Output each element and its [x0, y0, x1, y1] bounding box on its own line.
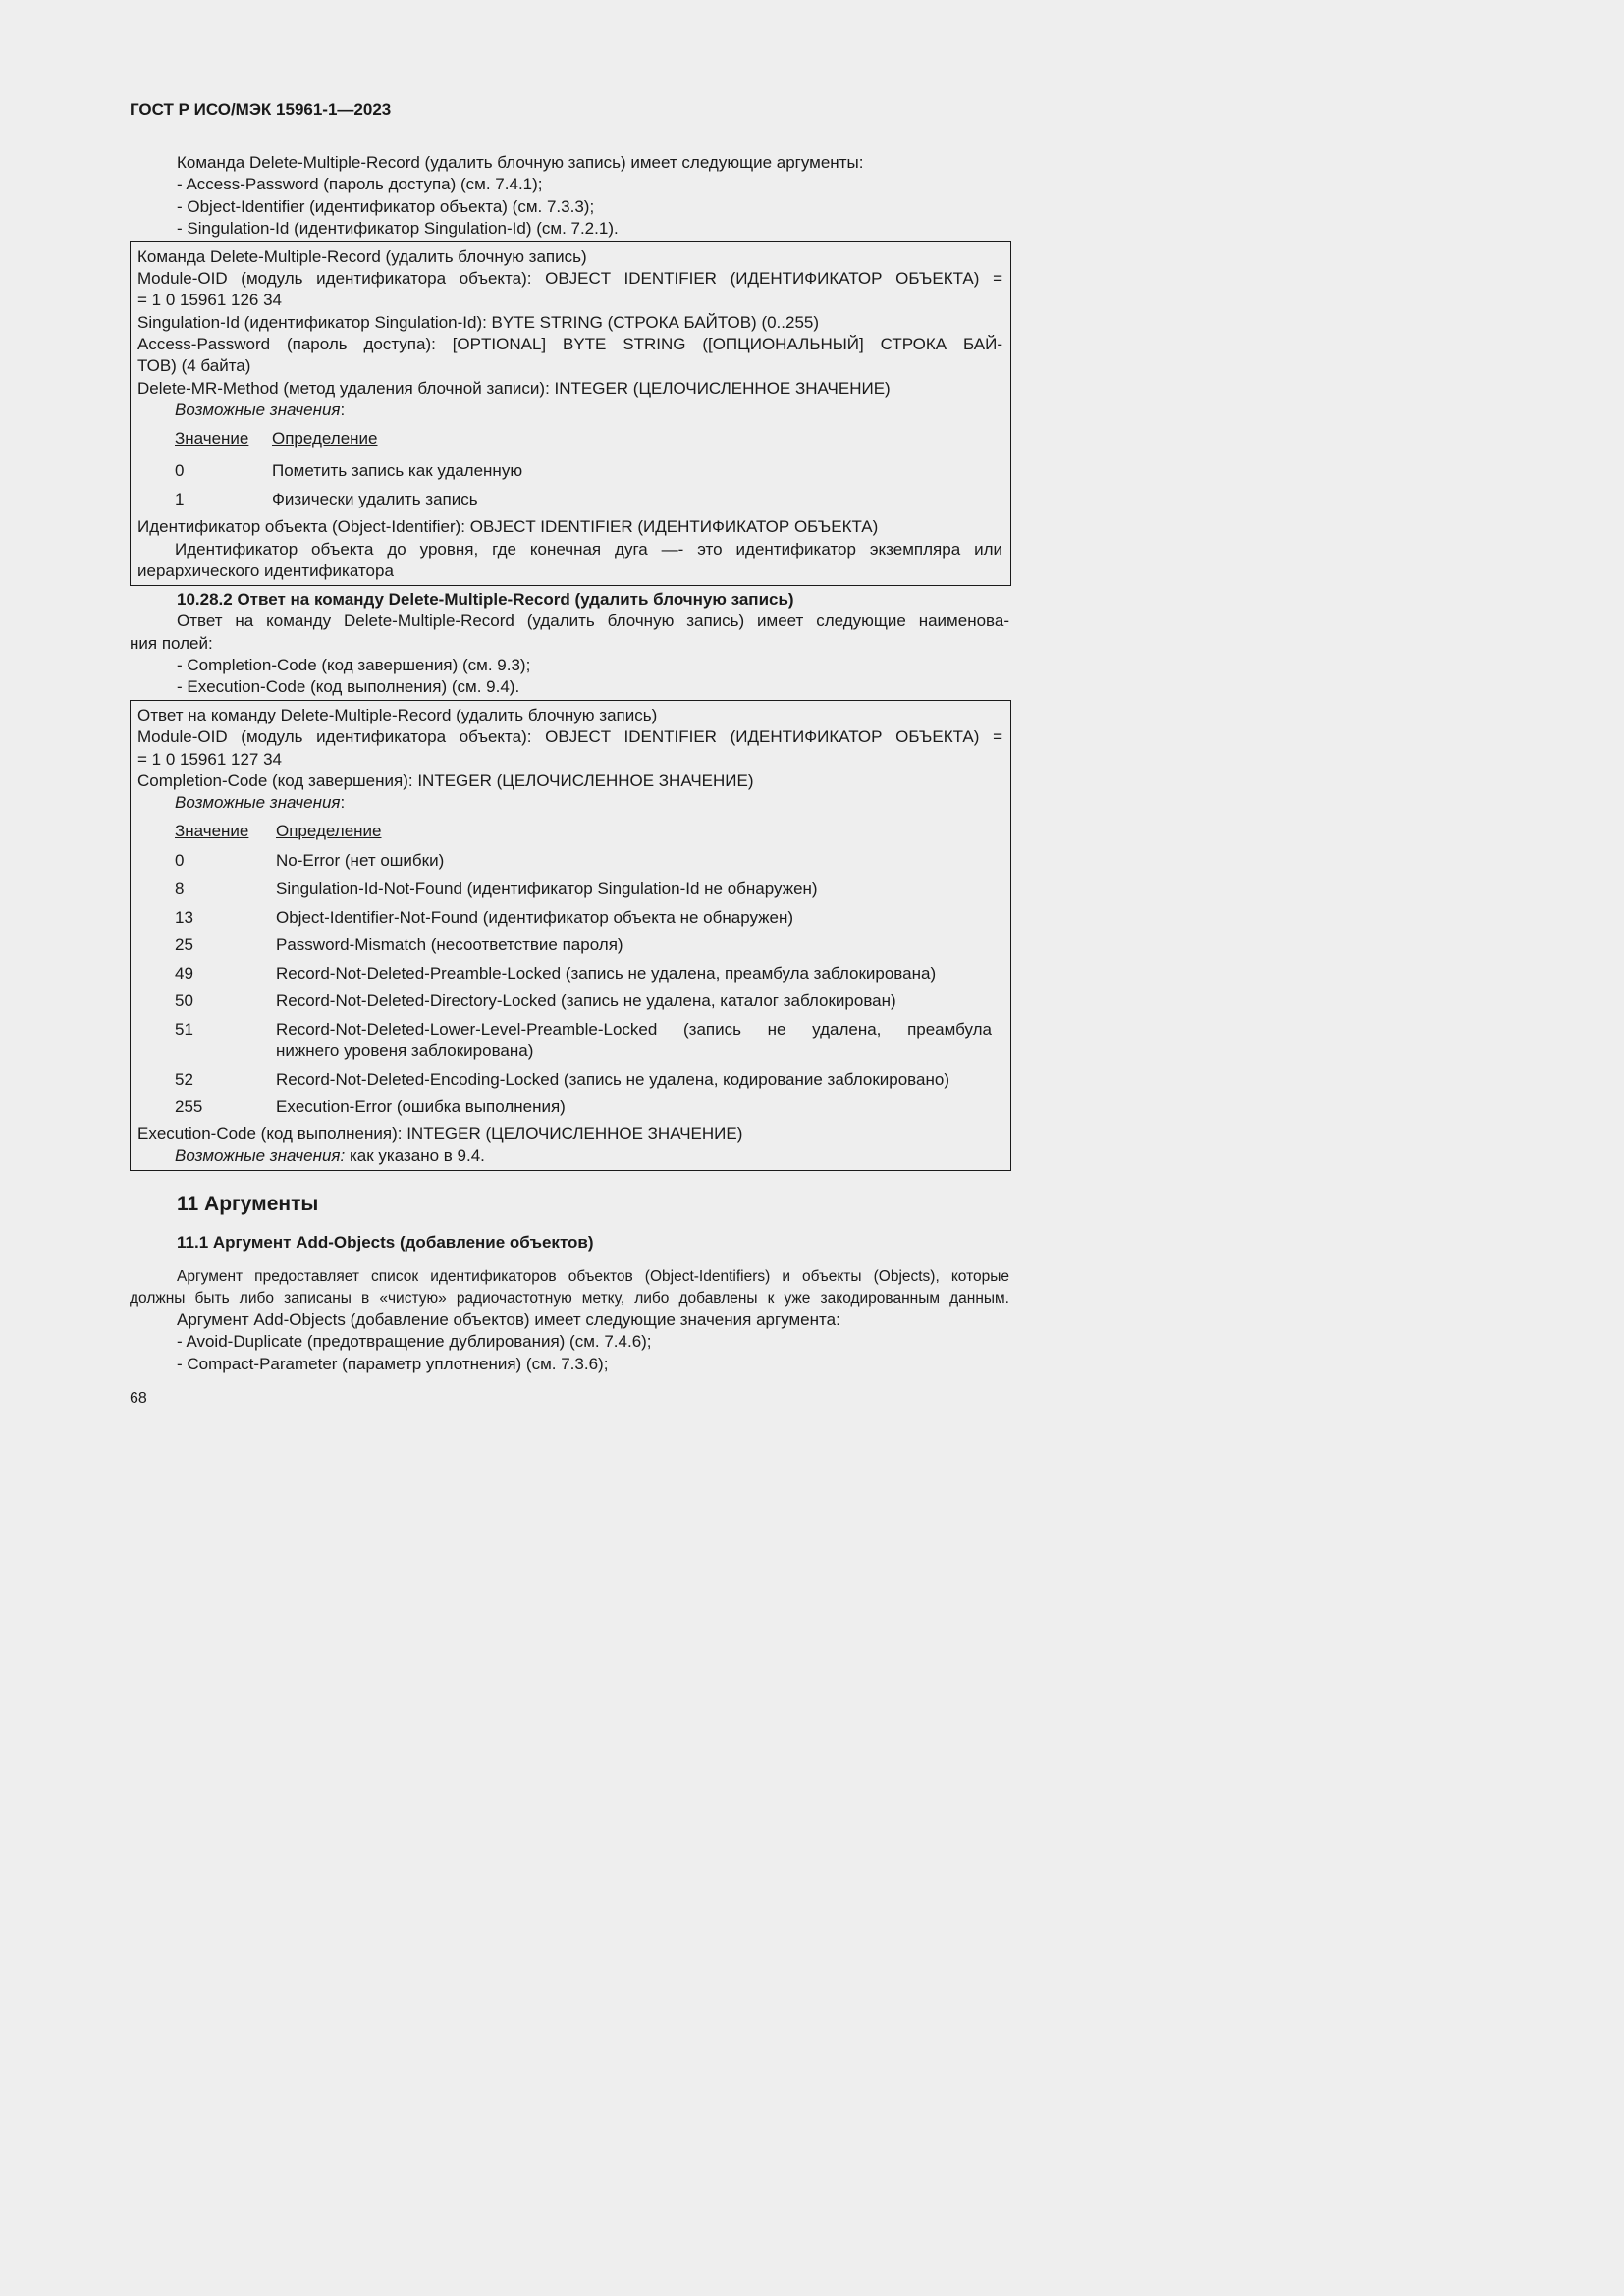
possible-values-label: Возможные значения	[175, 400, 341, 419]
box2-row-value: 255	[175, 1097, 203, 1116]
section-11-para-cont: должны быть либо записаны в «чистую» радиочастотную метку, либо добавлены к уже закодированным данным.	[130, 1290, 1009, 1307]
box2-row-value: 25	[175, 935, 193, 954]
box2-row-value: 50	[175, 991, 193, 1010]
box2-row-definition: Password-Mismatch (несоответствие пароля)	[276, 935, 623, 954]
box1-col-definition: Определение	[272, 429, 378, 448]
box1-row-definition: Пометить запись как удаленную	[272, 461, 523, 480]
box2-row-value: 13	[175, 908, 193, 927]
box1-row-value: 0	[175, 461, 185, 480]
intro-item: - Object-Identifier (идентификатор объекта) (см. 7.3.3);	[177, 197, 595, 216]
execution-values-ref: как указано в 9.4.	[345, 1147, 485, 1165]
box2-row-value: 0	[175, 851, 185, 870]
section-11-item: - Avoid-Duplicate (предотвращение дублирования) (см. 7.4.6);	[177, 1332, 652, 1351]
section-item: - Completion-Code (код завершения) (см. 9.3);	[177, 656, 531, 674]
section-lead-cont: ния полей:	[130, 634, 213, 653]
colon: :	[340, 400, 346, 419]
box2-module-oid: Module-OID (модуль идентификатора объекта): OBJECT IDENTIFIER (ИДЕНТИФИКАТОР ОБЪЕКТА) =	[137, 727, 1002, 746]
box1-col-value: Значение	[175, 429, 249, 448]
box1-title: Команда Delete-Multiple-Record (удалить блочную запись)	[137, 247, 587, 266]
box2-possible-values	[175, 792, 345, 814]
box1-delete-method: Delete-MR-Method (метод удаления блочной записи): INTEGER (ЦЕЛОЧИСЛЕННОЕ ЗНАЧЕНИЕ)	[137, 379, 891, 398]
box2-execution-possible	[175, 1146, 485, 1167]
box1-module-oid: Module-OID (модуль идентификатора объекта): OBJECT IDENTIFIER (ИДЕНТИФИКАТОР ОБЪЕКТА) =	[137, 269, 1002, 288]
section-11-para: Аргумент предоставляет список идентификаторов объектов (Object-Identifiers) и объекты (Objects), которые	[177, 1268, 1009, 1285]
intro-item: - Access-Password (пароль доступа) (см. 7.4.1);	[177, 175, 543, 193]
box2-row-value: 52	[175, 1070, 193, 1089]
box2-row-value: 8	[175, 880, 185, 898]
box1-object-identifier-desc: Идентификатор объекта до уровня, где конечная дуга —- это идентификатор экземпляра или	[175, 540, 1002, 559]
box2-module-oid-value: = 1 0 15961 127 34	[137, 750, 282, 769]
box2-row-definition: No-Error (нет ошибки)	[276, 851, 445, 870]
box2-title: Ответ на команду Delete-Multiple-Record (удалить блочную запись)	[137, 706, 658, 724]
box2-completion-code: Completion-Code (код завершения): INTEGER (ЦЕЛОЧИСЛЕННОЕ ЗНАЧЕНИЕ)	[137, 772, 754, 790]
page-number: 68	[130, 1390, 147, 1407]
intro-lead: Команда Delete-Multiple-Record (удалить блочную запись) имеет следующие аргументы:	[177, 153, 864, 172]
box2-row-definition-cont: нижнего уровеня заблокирована)	[276, 1041, 534, 1060]
box1-module-oid-value: = 1 0 15961 126 34	[137, 291, 282, 309]
section-lead: Ответ на команду Delete-Multiple-Record (удалить блочную запись) имеет следующие наименова-	[177, 612, 1009, 630]
box1-possible-values	[175, 400, 345, 421]
running-header: ГОСТ Р ИСО/МЭК 15961-1—2023	[130, 100, 392, 119]
box1-object-identifier: Идентификатор объекта (Object-Identifier): OBJECT IDENTIFIER (ИДЕНТИФИКАТОР ОБЪЕКТА)	[137, 517, 879, 536]
box2-row-value: 49	[175, 964, 193, 983]
box2-row-definition: Object-Identifier-Not-Found (идентификатор объекта не обнаружен)	[276, 908, 794, 927]
section-heading: 10.28.2 Ответ на команду Delete-Multiple-Record (удалить блочную запись)	[177, 590, 794, 609]
possible-values-label: Возможные значения	[175, 793, 341, 812]
box1-access-password-cont: ТОВ) (4 байта)	[137, 356, 251, 375]
box2-row-definition: Singulation-Id-Not-Found (идентификатор Singulation-Id не обнаружен)	[276, 880, 818, 898]
box2-execution-code: Execution-Code (код выполнения): INTEGER (ЦЕЛОЧИСЛЕННОЕ ЗНАЧЕНИЕ)	[137, 1124, 743, 1143]
section-item: - Execution-Code (код выполнения) (см. 9.4).	[177, 677, 520, 696]
box1-object-identifier-desc-cont: иерархического идентификатора	[137, 561, 394, 580]
box2-row-definition: Record-Not-Deleted-Directory-Locked (запись не удалена, каталог заблокирован)	[276, 991, 896, 1010]
box2-row-definition: Execution-Error (ошибка выполнения)	[276, 1097, 566, 1116]
box1-access-password: Access-Password (пароль доступа): [OPTIONAL] BYTE STRING ([ОПЦИОНАЛЬНЫЙ] СТРОКА БАЙ-	[137, 335, 1002, 353]
intro-item: - Singulation-Id (идентификатор Singulation-Id) (см. 7.2.1).	[177, 219, 619, 238]
box2-row-definition: Record-Not-Deleted-Lower-Level-Preamble-Locked (запись не удалена, преамбула	[276, 1020, 992, 1039]
section-11-heading: 11 Аргументы	[177, 1193, 319, 1215]
colon: :	[340, 793, 346, 812]
box2-row-value: 51	[175, 1020, 193, 1039]
box1-row-definition: Физически удалить запись	[272, 490, 478, 508]
section-11-1-heading: 11.1 Аргумент Add-Objects (добавление объектов)	[177, 1233, 594, 1252]
box2-col-definition: Определение	[276, 822, 382, 840]
possible-values-label: Возможные значения:	[175, 1147, 346, 1165]
box2-row-definition: Record-Not-Deleted-Preamble-Locked (запись не удалена, преамбула заблокирована)	[276, 964, 937, 983]
box2-col-value: Значение	[175, 822, 249, 840]
section-11-lead: Аргумент Add-Objects (добавление объектов) имеет следующие значения аргумента:	[177, 1310, 840, 1329]
box1-row-value: 1	[175, 490, 185, 508]
box1-singulation-id: Singulation-Id (идентификатор Singulation-Id): BYTE STRING (СТРОКА БАЙТОВ) (0..255)	[137, 313, 820, 332]
section-11-item: - Compact-Parameter (параметр уплотнения) (см. 7.3.6);	[177, 1355, 609, 1373]
box2-row-definition: Record-Not-Deleted-Encoding-Locked (запись не удалена, кодирование заблокировано)	[276, 1070, 949, 1089]
